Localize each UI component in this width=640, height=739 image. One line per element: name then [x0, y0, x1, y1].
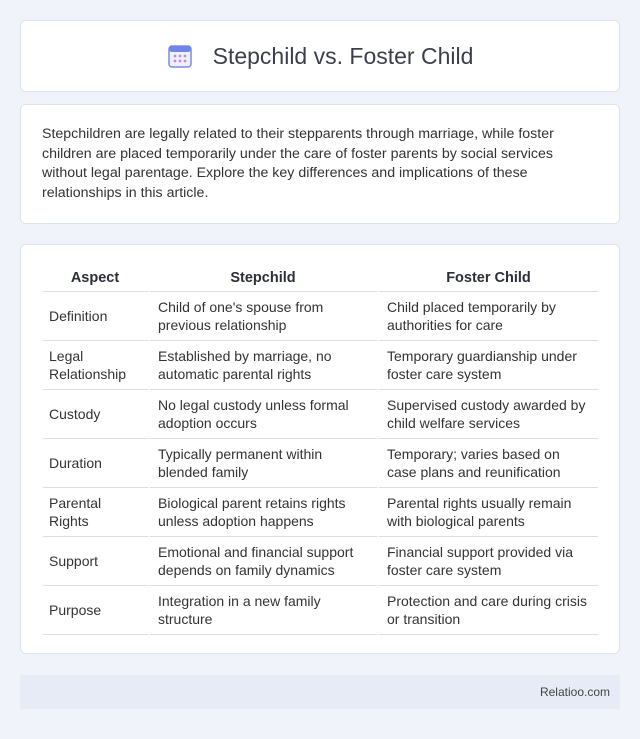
cell-aspect: Custody [43, 390, 150, 439]
cell-aspect: Duration [43, 439, 150, 488]
title-card [20, 20, 620, 92]
table-row [43, 537, 598, 586]
header-aspect: Aspect [43, 265, 150, 292]
cell-stepchild: Emotional and financial support depends on family dynamics [150, 537, 379, 586]
cell-foster-child: Protection and care during crisis or transition [379, 586, 598, 635]
cell-foster-child: Temporary; varies based on case plans and reunification [379, 439, 598, 488]
comparison-card [20, 244, 620, 654]
cell-aspect: Purpose [43, 586, 150, 635]
cell-foster-child: Supervised custody awarded by child welfare services [379, 390, 598, 439]
cell-stepchild: Typically permanent within blended family [150, 439, 379, 488]
table-row [43, 488, 598, 537]
table-row [43, 292, 598, 341]
cell-foster-child: Parental rights usually remain with biological parents [379, 488, 598, 537]
page-title: Stepchild vs. Foster Child [212, 42, 474, 69]
cell-aspect: Support [43, 537, 150, 586]
table-row [43, 390, 598, 439]
table-header-row [43, 265, 598, 292]
intro-card [20, 104, 620, 224]
cell-stepchild: Child of one's spouse from previous relationship [150, 292, 379, 341]
cell-stepchild: Established by marriage, no automatic parental rights [150, 341, 379, 390]
table-row [43, 341, 598, 390]
header-stepchild: Stepchild [150, 265, 379, 292]
footer [20, 675, 620, 709]
cell-foster-child: Temporary guardianship under foster care system [379, 341, 598, 390]
cell-stepchild: No legal custody unless formal adoption occurs [150, 390, 379, 439]
cell-aspect: Definition [43, 292, 150, 341]
footer-brand: Relatioo.com [539, 685, 610, 699]
cell-foster-child: Financial support provided via foster care system [379, 537, 598, 586]
cell-stepchild: Biological parent retains rights unless adoption happens [150, 488, 379, 537]
table-row [43, 439, 598, 488]
intro-text: Stepchildren are legally related to their stepparents through marriage, while foster children are placed temporarily under the care of foster parents by social services without legal parentage. Explore the key differences and implications of these relationships in this article. [42, 126, 554, 201]
cell-aspect: Legal Relationship [43, 341, 150, 390]
cell-aspect: Parental Rights [43, 488, 150, 537]
calendar-icon [167, 43, 193, 69]
header-foster-child: Foster Child [379, 265, 598, 292]
cell-stepchild: Integration in a new family structure [150, 586, 379, 635]
cell-foster-child: Child placed temporarily by authorities for care [379, 292, 598, 341]
table-row [43, 586, 598, 635]
comparison-table [43, 265, 598, 635]
